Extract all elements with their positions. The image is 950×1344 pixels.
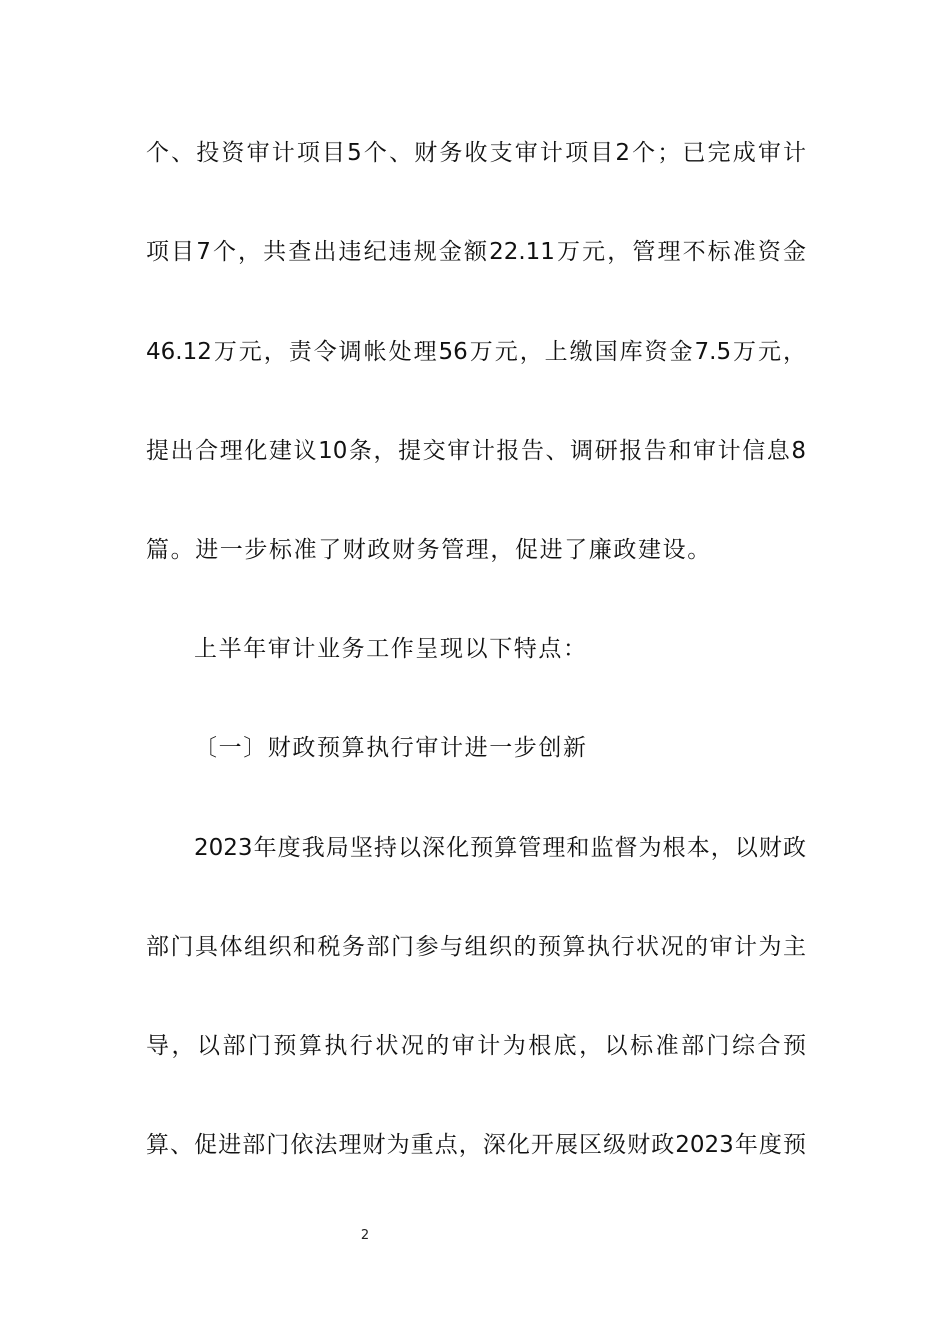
body-text-line: 2023年度我局坚持以深化预算管理和监督为根本，以财政: [194, 835, 806, 861]
body-text-line: 导，以部门预算执行状况的审计为根底，以标准部门综合预: [146, 1033, 806, 1059]
section-intro-line: 上半年审计业务工作呈现以下特点：: [194, 636, 588, 662]
body-text-line: 46.12万元，责令调帐处理56万元，上缴国库资金7.5万元，: [146, 339, 806, 365]
body-text-line: 项目7个，共查出违纪违规金额22.11万元，管理不标准资金: [146, 239, 806, 265]
page-number: 2: [360, 1228, 370, 1243]
body-text-line: 提出合理化建议10条，提交审计报告、调研报告和审计信息8: [146, 438, 806, 464]
body-text-line: 篇。进一步标准了财政财务管理，促进了廉政建设。: [146, 537, 712, 563]
body-text-line: 算、促进部门依法理财为重点，深化开展区级财政2023年度预: [146, 1132, 806, 1158]
body-text-line: 个、投资审计项目5个、财务收支审计项目2个；已完成审计: [146, 140, 806, 166]
section-heading: 〔一〕财政预算执行审计进一步创新: [194, 735, 588, 761]
body-text-line: 部门具体组织和税务部门参与组织的预算执行状况的审计为主: [146, 934, 806, 960]
